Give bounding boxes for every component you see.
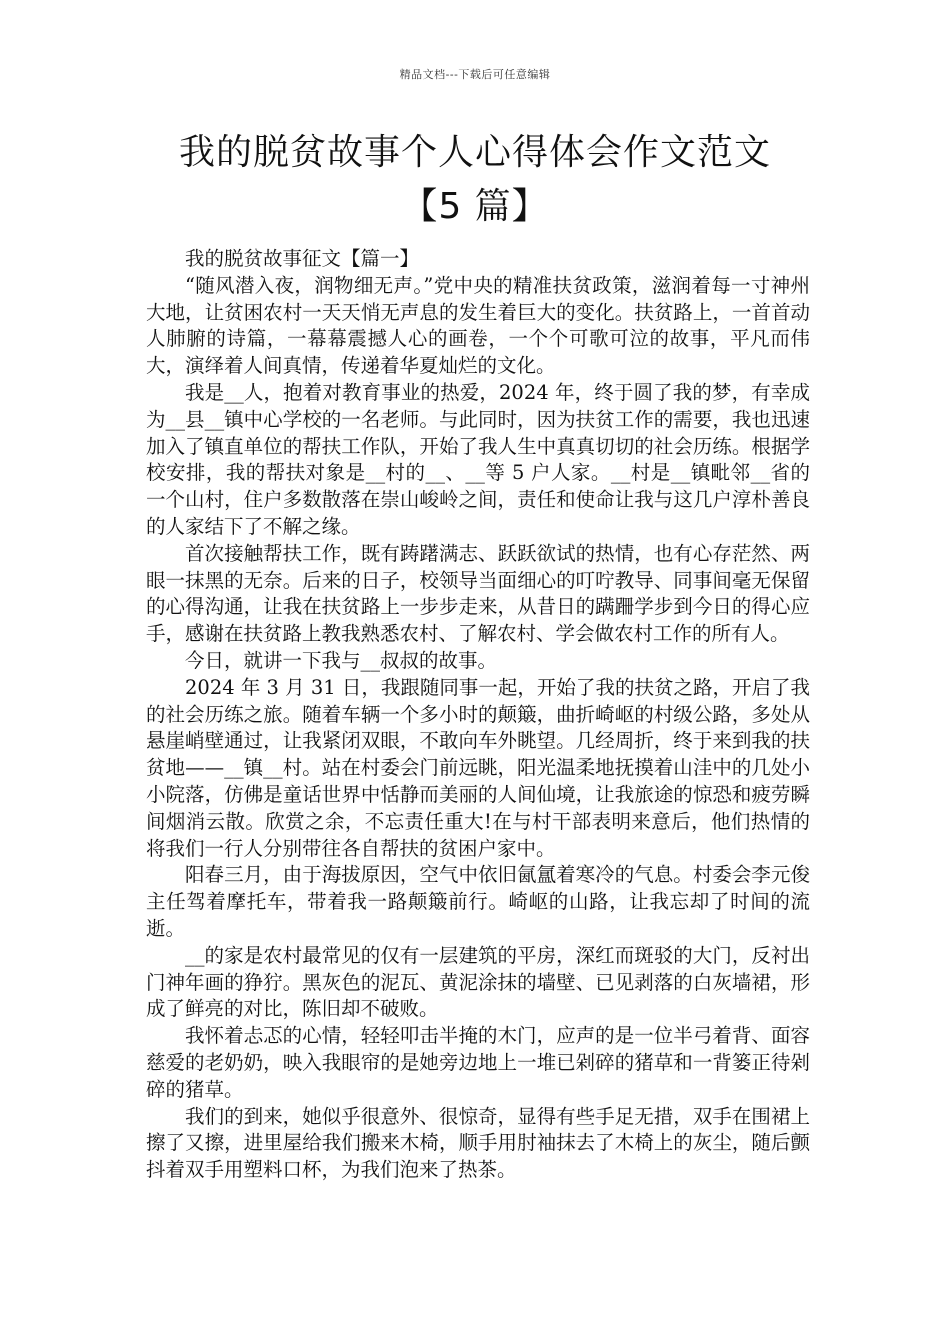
paragraph: 我怀着忐忑的心情，轻轻叩击半掩的木门，应声的是一位半弓着背、面容慈爱的老奶奶，映入我眼帘的是她旁边地上一堆已剁碎的猪草和一背篓正待剁碎的猪草。 [146, 1024, 810, 1101]
paragraph: 我是__人，抱着对教育事业的热爱，2024 年，终于圆了我的梦，有幸成为__县__镇中心学校的一名老师。与此同时，因为扶贫工作的需要，我也迅速加入了镇直单位的帮扶工作队，开始了我人生中真真切切的社会历练。根据学校安排，我的帮扶对象是__村的__、__等 5 户人家。__村是__镇毗邻__省的一个山村，住户多数散落在崇山峻岭之间，责任和使命让我与这几户淳朴善良的人家结下了不解之缘。 [146, 380, 810, 538]
document-body [146, 246, 810, 1184]
title-line-2: 【5 篇】 [401, 186, 549, 227]
paragraph: 首次接触帮扶工作，既有踌躇满志、跃跃欲试的热情，也有心存茫然、两眼一抹黑的无奈。后来的日子，校领导当面细心的叮咛教导、同事间毫无保留的心得沟通，让我在扶贫路上一步步走来，从昔日的蹒跚学步到今日的得心应手，感谢在扶贫路上教我熟悉农村、了解农村、学会做农村工作的所有人。 [146, 541, 810, 646]
paragraph: 阳春三月，由于海拔原因，空气中依旧氤氲着寒冷的气息。村委会李元俊主任驾着摩托车，带着我一路颠簸前行。崎岖的山路，让我忘却了时间的流逝。 [146, 863, 810, 940]
paragraph: __的家是农村最常见的仅有一层建筑的平房，深红而斑驳的大门，反衬出门神年画的狰狞。黑灰色的泥瓦、黄泥涂抹的墙壁、已见剥落的白灰墙裙，形成了鲜亮的对比，陈旧却不破败。 [146, 943, 810, 1021]
paragraph: “随风潜入夜，润物细无声。”党中央的精准扶贫政策，滋润着每一寸神州大地，让贫困农村一天天悄无声息的发生着巨大的变化。扶贫路上，一首首动人肺腑的诗篇，一幕幕震撼人心的画卷，一个个可歌可泣的故事，平凡而伟大，演绎着人间真情，传递着华夏灿烂的文化。 [146, 273, 810, 378]
paragraph: 2024 年 3 月 31 日，我跟随同事一起，开始了我的扶贫之路，开启了我的社会历练之旅。随着车辆一个多小时的颠簸，曲折崎岖的村级公路，多处从悬崖峭壁通过，让我紧闭双眼，不敢向车外眺望。几经周折，终于来到我的扶贫地——__镇__村。站在村委会门前远眺，阳光温柔地抚摸着山洼中的几处小小院落，仿佛是童话世界中恬静而美丽的人间仙境，让我旅途的惊恐和疲劳瞬间烟消云散。欣赏之余，不忘责任重大!在与村干部表明来意后，他们热情的将我们一行人分别带往各自帮扶的贫困户家中。 [146, 675, 810, 860]
paragraph: 我们的到来，她似乎很意外、很惊奇，显得有些手足无措，双手在围裙上擦了又擦，进里屋给我们搬来木椅，顺手用肘袖抹去了木椅上的灰尘，随后颤抖着双手用塑料口杯，为我们泡来了热茶。 [146, 1104, 810, 1182]
section-heading: 我的脱贫故事征文【篇一】 [185, 247, 420, 270]
title-line-1: 我的脱贫故事个人心得体会作文范文 [178, 132, 771, 173]
document-title [100, 126, 850, 234]
paragraph: 今日，就讲一下我与__叔叔的故事。 [185, 648, 498, 672]
header-note: 精品文档---下载后可任意编辑 [399, 68, 551, 81]
